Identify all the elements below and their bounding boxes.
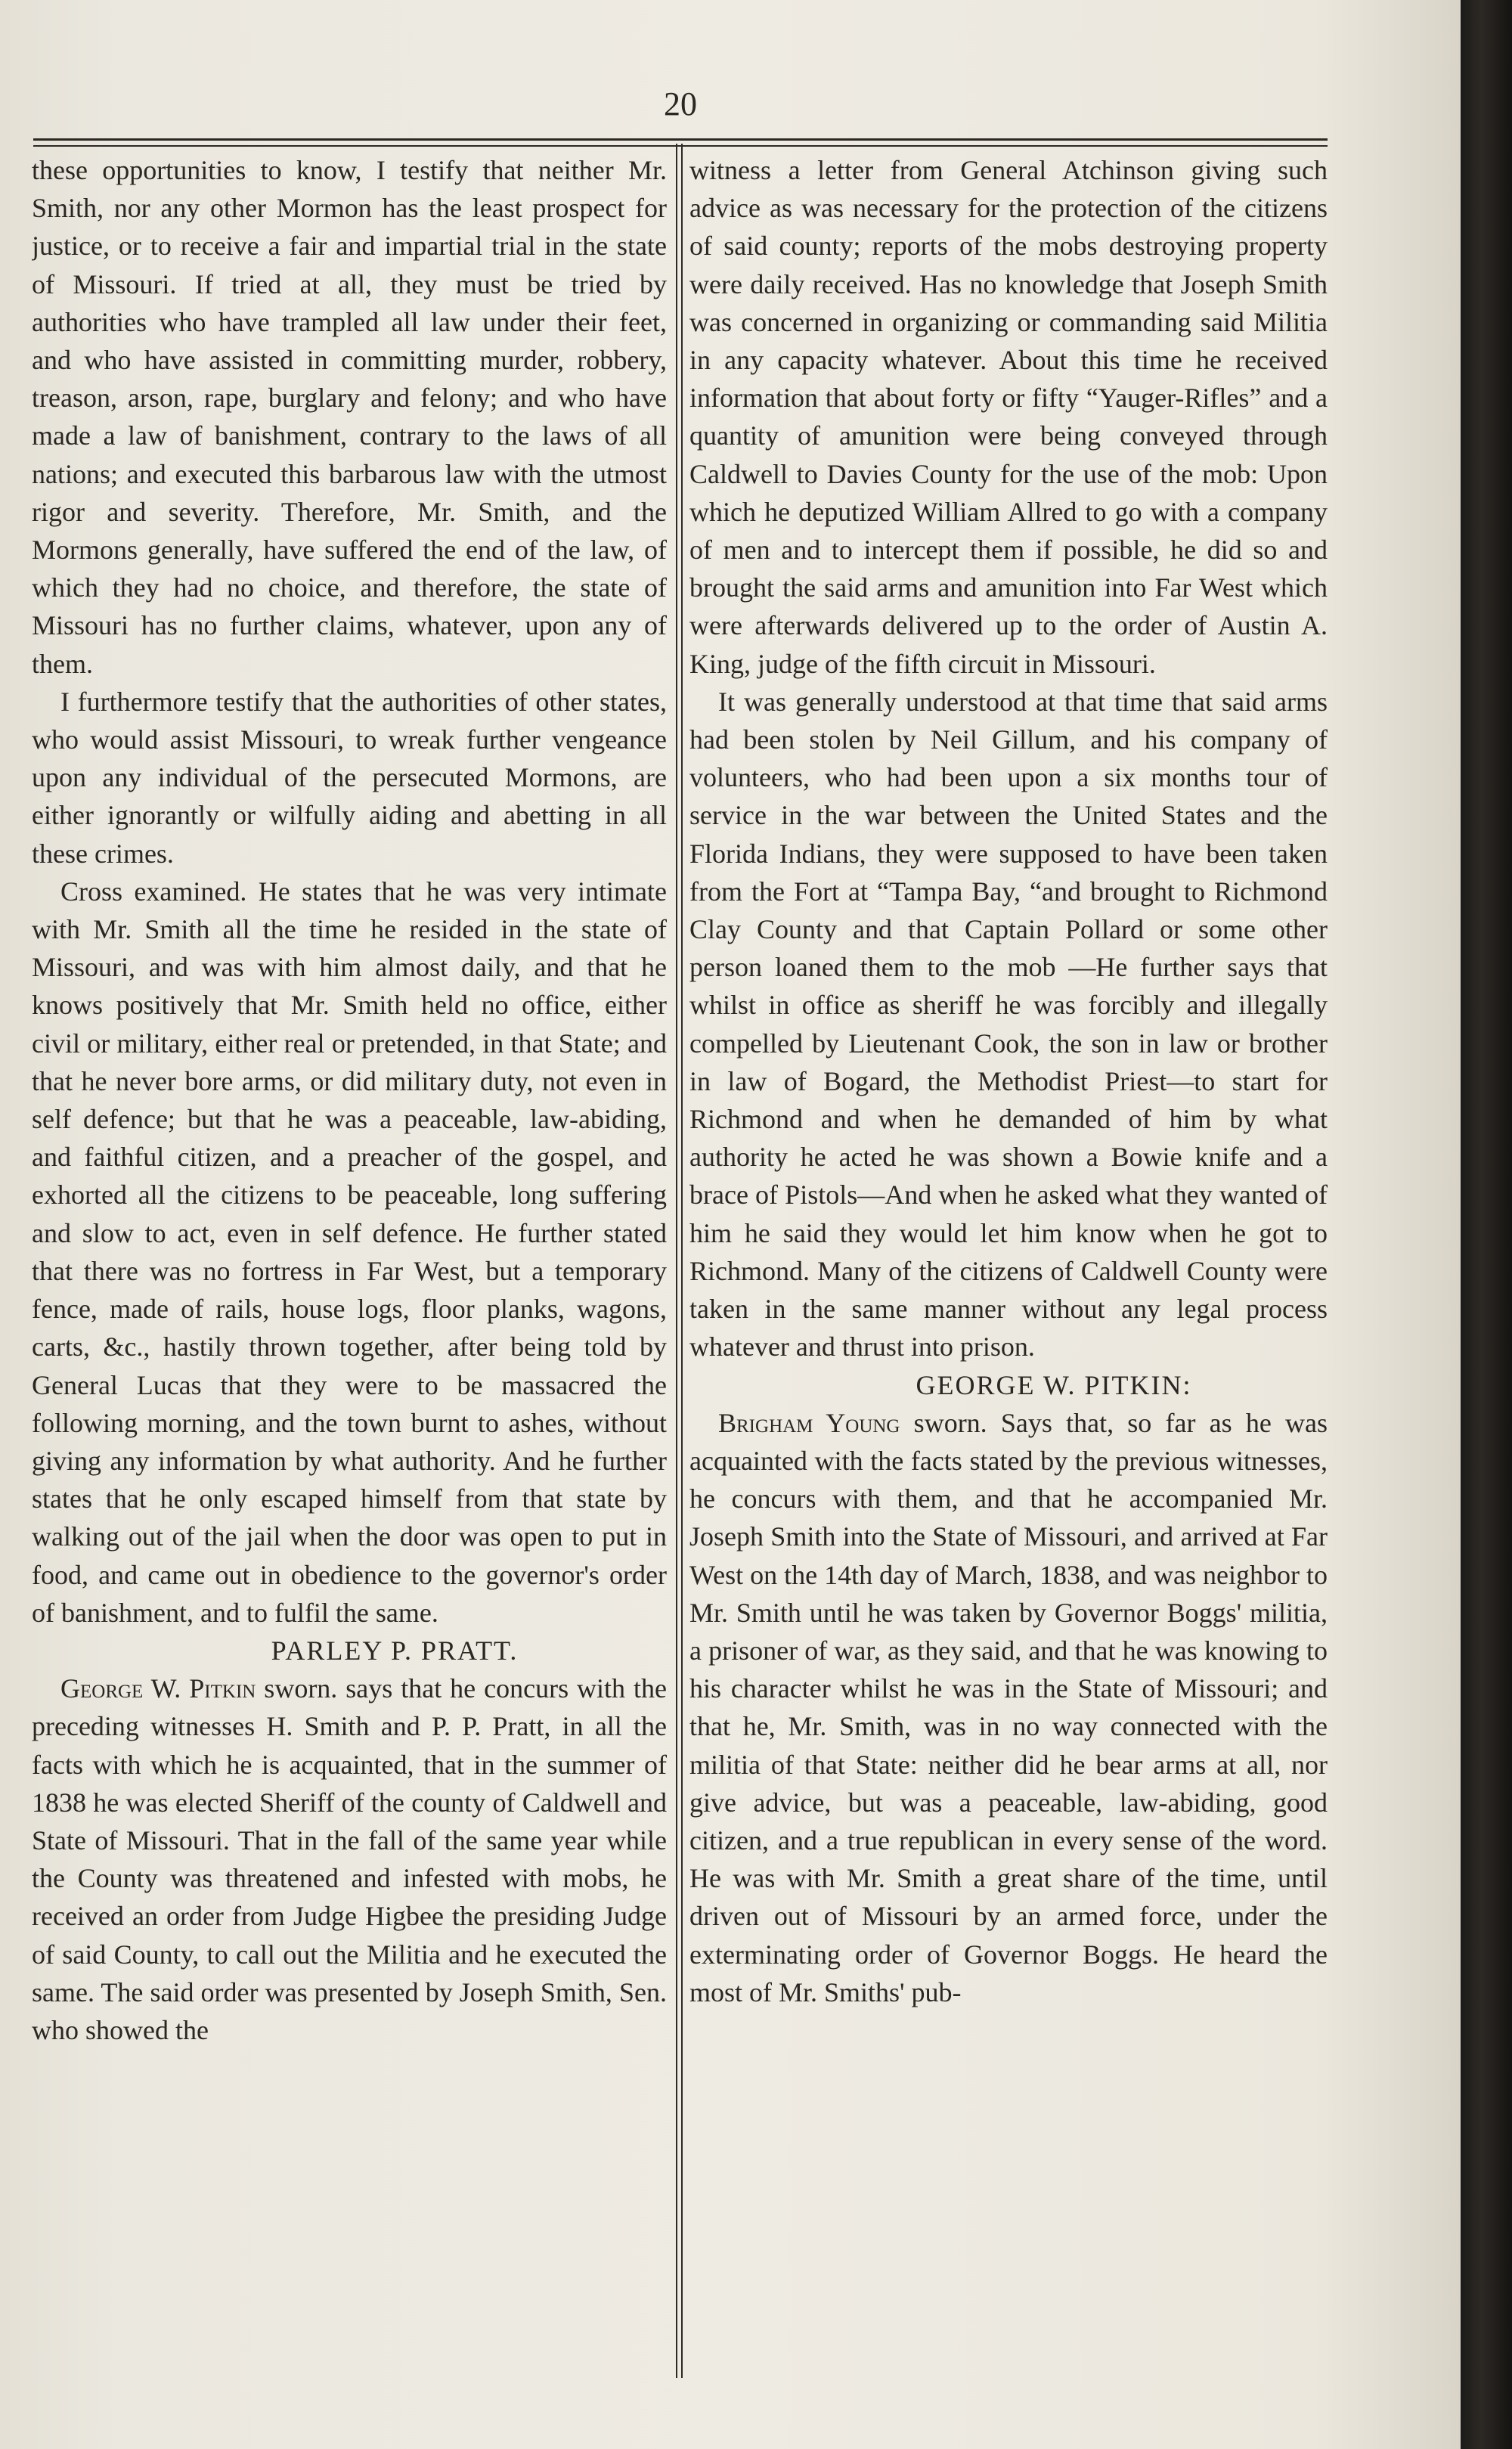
witness-name: George W. Pitkin (60, 1673, 256, 1704)
testimony-paragraph: these opportunities to know, I testify that neither Mr. Smith, nor any other Mormon has the least prospect for justice, or to receive a fair and impartial trial in the state of Missouri. If tried at all, they must be tried by authorities who have trampled all law under their feet, and who have assisted in committing murder, robbery, treason, arson, rape, burglary and felony; and who have made a law of banishment, contrary to the laws of all nations; and executed this barbarous law with the utmost rigor and severity. Therefore, Mr. Smith, and the Mormons generally, have suffered the end of the law, of which they had no choice, and therefore, the state of Missouri has no further claims, whatever, upon any of them. (32, 155, 667, 679)
book-spine (1461, 0, 1512, 2449)
left-column (32, 151, 667, 2382)
testimony-paragraph (32, 1669, 667, 2049)
page-number: 20 (664, 85, 697, 122)
testimony-paragraph: witness a letter from General Atchinson giving such advice as was necessary for the protection of the citizens of said county; reports of the mobs destroying property were daily received. Has no knowledge that Joseph Smith was concerned in organizing or commanding said Militia in any capacity whatever. About this time he received information that about forty or fifty “Yauger-Rifles” and a quantity of amunition were being conveyed through Caldwell to Davies County for the use of the mob: Upon which he deputized William Allred to go with a company of men and to intercept them if possible, he did so and brought the said arms and amunition into Far West which were afterwards delivered up to the order of Austin A. King, judge of the fifth circuit in Missouri. (689, 155, 1328, 679)
signature-george-pitkin: GEORGE W. PITKIN: (916, 1369, 1192, 1400)
column-divider (676, 144, 683, 2378)
testimony-paragraph (689, 1404, 1328, 2011)
signature-parley-pratt: PARLEY P. PRATT. (271, 1635, 519, 1666)
cross-examination-paragraph: Cross examined. He states that he was very intimate with Mr. Smith all the time he resided in the state of Missouri, and was with him almost daily, and that he knows positively that Mr. Smith held no office, either civil or military, either real or pretended, in that State; and that he never bore arms, or did military duty, not even in self defence; but that he was a peaceable, law-abiding, and faithful citizen, and a preacher of the gospel, and exhorted all the citizens to be peaceable, long suffering and slow to act, even in self defence. He further stated that there was no fortress in Far West, but a temporary fence, made of rails, house logs, floor planks, wagons, carts, &c., hastily thrown together, after being told by General Lucas that they were to be massacred the following morning, and the town burnt to ashes, without giving any information by what authority. And he further states that he only escaped himself from that state by walking out of the jail when the door was open to put in food, and came out in obedience to the governor's order of banishment, and to fulfil the same. (32, 876, 667, 1628)
testimony-paragraph: I furthermore testify that the authorities of other states, who would assist Missouri, to wreak further vengeance upon any individual of the persecuted Mormons, are either ignorantly or wilfully aiding and abetting in all these crimes. (32, 686, 667, 869)
testimony-paragraph: It was generally understood at that time that said arms had been stolen by Neil Gillum, and his company of volunteers, who had been upon a six months tour of service in the war between the United States and the Florida Indians, they were supposed to have been taken from the Fort at “Tampa Bay, “and brought to Richmond Clay County and that Captain Pollard or some other person loaned them to the mob —He further says that whilst in office as sheriff he was forcibly and illegally compelled by Lieutenant Cook, the son in law or brother in law of Bogard, the Methodist Priest—to start for Richmond and when he demanded of him by what authority he acted he was shown a Bowie knife and a brace of Pistols—And when he asked what they wanted of him he said they would let him know when he got to Richmond. Many of the citizens of Caldwell County were taken in the same manner without any legal process whatever and thrust into prison. (689, 686, 1328, 1362)
witness-name: Brigham Young (718, 1407, 900, 1438)
right-column (689, 151, 1328, 2382)
testimony-text: sworn. says that he concurs with the preceding witnesses H. Smith and P. P. Pratt, in all the facts with which he is acquainted, that in the summer of 1838 he was elected Sheriff of the county of Caldwell and State of Missouri. That in the fall of the same year while the County was threatened and infested with mobs, he received an order from Judge Higbee the presiding Judge of said County, to call out the Militia and he executed the same. The said order was presented by Joseph Smith, Sen. who showed the (32, 1673, 667, 2045)
testimony-text: sworn. Says that, so far as he was acquainted with the facts stated by the previous witnesses, he concurs with them, and that he accompanied Mr. Joseph Smith into the State of Missouri, and arrived at Far West on the 14th day of March, 1838, and was neighbor to Mr. Smith until he was taken by Governor Boggs' militia, a prisoner of war, as they said, and that he was knowing to his character whilst he was in the State of Missouri; and that he, Mr. Smith, was in no way connected with the militia of that State: neither did he bear arms at all, nor give advice, but was a peaceable, law-abiding, good citizen, and a true republican in every sense of the word. He was with Mr. Smith a great share of the time, until driven out of Missouri by an armed force, under the exterminating order of Governor Boggs. He heard the most of Mr. Smiths' pub- (689, 1407, 1328, 2007)
